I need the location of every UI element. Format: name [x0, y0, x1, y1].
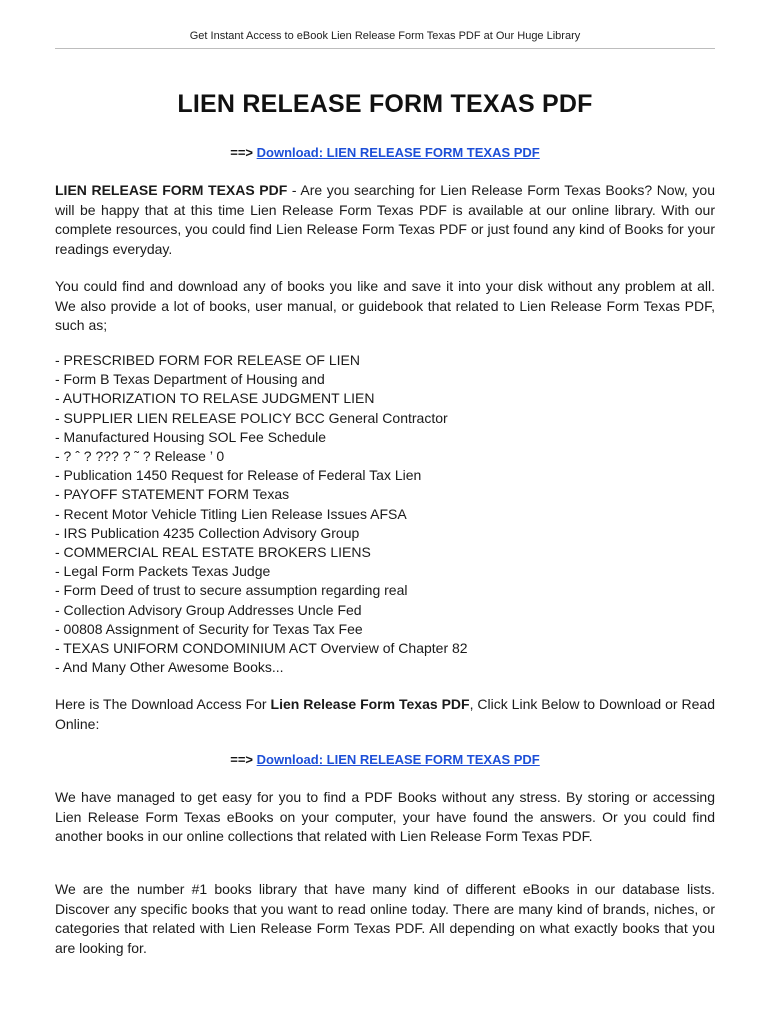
list-item: - IRS Publication 4235 Collection Advisory Group [55, 524, 360, 541]
access-bold: Lien Release Form Texas PDF [270, 696, 470, 712]
access-before: Here is The Download Access For [55, 696, 271, 712]
list-item: - TEXAS UNIFORM CONDOMINIUM ACT Overview of Chapter 82 [55, 640, 468, 657]
list-item: - Collection Advisory Group Addresses Uncle Fed [55, 601, 362, 618]
download-link-bottom[interactable]: Download: LIEN RELEASE FORM TEXAS PDF [256, 752, 540, 767]
list-item: - ? ˆ ? ??? ? ˜ ? Release ’ 0 [55, 448, 225, 465]
page-title: LIEN RELEASE FORM TEXAS PDF [177, 90, 593, 118]
list-item: - Form Deed of trust to secure assumption regarding real [55, 582, 408, 599]
list-item: - And Many Other Awesome Books... [55, 659, 284, 676]
page-header: Get Instant Access to eBook Lien Release Form Texas PDF at Our Huge Library [55, 30, 715, 49]
list-item: - PRESCRIBED FORM FOR RELEASE OF LIEN [55, 352, 360, 368]
list-item: - 00808 Assignment of Security for Texas Tax Fee [55, 620, 363, 637]
storage-paragraph: We have managed to get easy for you to find a PDF Books without any stress. By storing or accessing Lien Release Form Texas eBooks on your computer, your have found the answers. Or you could find another books in our online collections that related with Lien Release Form Texas PDF. [55, 789, 715, 844]
library-paragraph: We are the number #1 books library that have many kind of different eBooks in our database lists. Discover any specific books that you want to read online today. There are many kind of brands, niches, or categories that related with Lien Release Form Texas PDF. All depending on what exactly books that you are looking for. [55, 881, 715, 956]
access-paragraph [55, 695, 715, 734]
list-item: - Form B Texas Department of Housing and [55, 371, 325, 388]
intro-bold: LIEN RELEASE FORM TEXAS PDF [55, 182, 288, 198]
list-item: - Manufactured Housing SOL Fee Schedule [55, 428, 327, 445]
list-item: - Legal Form Packets Texas Judge [55, 563, 271, 580]
intro-text: - Are you searching for Lien Release Form Texas Books? Now, you will be happy that at this time Lien Release Form Texas PDF is available at our online library. With our complete resources, you could find Lien Release Form Texas PDF or just found any kind of Books for your readings everyday. [55, 182, 715, 257]
resources-paragraph: You could find and download any of books you like and save it into your disk without any problem at all. We also provide a lot of books, user manual, or guidebook that related to Lien Release Form Texas PDF, such as; [55, 278, 715, 333]
list-item: - AUTHORIZATION TO RELASE JUDGMENT LIEN [55, 390, 375, 407]
book-list [55, 351, 715, 677]
list-item: - COMMERCIAL REAL ESTATE BROKERS LIENS [55, 544, 371, 561]
list-item: - PAYOFF STATEMENT FORM Texas [55, 486, 290, 503]
download-line-top [55, 145, 715, 160]
list-item: - Recent Motor Vehicle Titling Lien Release Issues AFSA [55, 505, 407, 522]
list-item: - SUPPLIER LIEN RELEASE POLICY BCC General Contractor [55, 409, 448, 426]
download-link-top[interactable]: Download: LIEN RELEASE FORM TEXAS PDF [256, 145, 540, 160]
intro-paragraph [55, 181, 715, 259]
list-item: - Publication 1450 Request for Release of Federal Tax Lien [55, 467, 422, 484]
access-after: , Click Link Below to Download or Read Online: [55, 696, 715, 732]
download-prefix: ==> [230, 145, 257, 160]
download-line-bottom [55, 752, 715, 767]
download-prefix: ==> [230, 752, 257, 767]
